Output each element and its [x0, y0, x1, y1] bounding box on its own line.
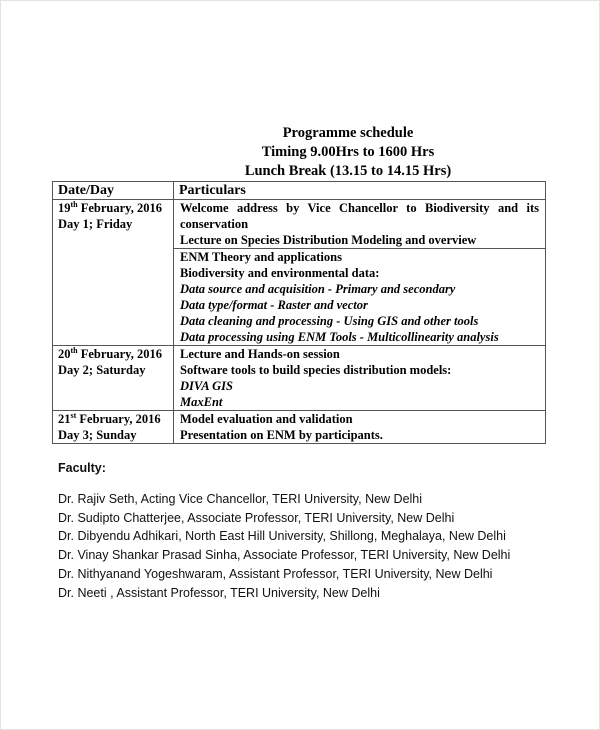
table-row: [53, 200, 546, 249]
faculty-member: Dr. Dibyendu Adhikari, North East Hill University, Shillong, Meghalaya, New Delhi: [58, 529, 506, 544]
particulars-cell: [174, 200, 546, 249]
item: Lecture and Hands-on session: [180, 347, 340, 361]
faculty-member: Dr. Nithyanand Yogeshwaram, Assistant Professor, TERI University, New Delhi: [58, 566, 493, 581]
table-header-row: [53, 182, 546, 200]
day-label: Day 1; Friday: [58, 217, 133, 231]
date-sup: th: [70, 199, 78, 209]
particulars-cell: [174, 346, 546, 411]
item: Data source and acquisition - Primary and secondary: [180, 282, 456, 296]
header-date: Date/Day: [53, 182, 174, 200]
item: ENM Theory and applications: [180, 250, 342, 264]
date-sup: th: [70, 345, 78, 355]
timing-line: Timing 9.00Hrs to 1600 Hrs: [261, 144, 435, 160]
date-cell: [53, 346, 174, 411]
faculty-member: Dr. Vinay Shankar Prasad Sinha, Associate Professor, TERI University, New Delhi: [58, 548, 511, 563]
date-num: 19: [58, 201, 71, 215]
item: Model evaluation and validation: [180, 412, 353, 426]
date-rest: February, 2016: [77, 347, 162, 361]
particulars-cell: [174, 411, 546, 444]
table-row: [53, 411, 546, 444]
date-cell: [53, 411, 174, 444]
item: Biodiversity and environmental data:: [180, 266, 380, 280]
faculty-member: Dr. Sudipto Chatterjee, Associate Professor, TERI University, New Delhi: [58, 510, 455, 525]
day-label: Day 2; Saturday: [58, 363, 146, 377]
date-rest: February, 2016: [77, 201, 162, 215]
table-row: [53, 346, 546, 411]
particulars-cell: [174, 249, 546, 346]
header-particulars: Particulars: [174, 182, 546, 200]
schedule-title: Programme schedule: [282, 125, 414, 141]
date-num: 20: [58, 347, 71, 361]
item: Welcome address by Vice Chancellor to Biodiversity and its conservation: [180, 201, 539, 231]
faculty-section: [58, 460, 510, 602]
item: MaxEnt: [180, 395, 223, 409]
item: Data cleaning and processing - Using GIS and other tools: [180, 314, 479, 328]
faculty-heading: Faculty:: [58, 461, 106, 475]
item: Data type/format - Raster and vector: [180, 298, 368, 312]
date-num: 21: [58, 412, 71, 426]
item: Lecture on Species Distribution Modeling and overview: [180, 233, 477, 247]
date-rest: February, 2016: [76, 412, 161, 426]
item: Presentation on ENM by participants.: [180, 428, 383, 442]
schedule-header: [0, 124, 600, 181]
item: Software tools to build species distribution models:: [180, 363, 452, 377]
schedule-table: [52, 181, 546, 444]
date-sup: st: [70, 410, 77, 420]
day-label: Day 3; Sunday: [58, 428, 137, 442]
date-cell: [53, 200, 174, 346]
item: DIVA GIS: [180, 379, 233, 393]
faculty-member: Dr. Rajiv Seth, Acting Vice Chancellor, TERI University, New Delhi: [58, 492, 423, 506]
item: Data processing using ENM Tools - Multicollinearity analysis: [180, 330, 499, 344]
lunch-line: Lunch Break (13.15 to 14.15 Hrs): [244, 163, 452, 179]
faculty-member: Dr. Neeti , Assistant Professor, TERI University, New Delhi: [58, 585, 380, 600]
